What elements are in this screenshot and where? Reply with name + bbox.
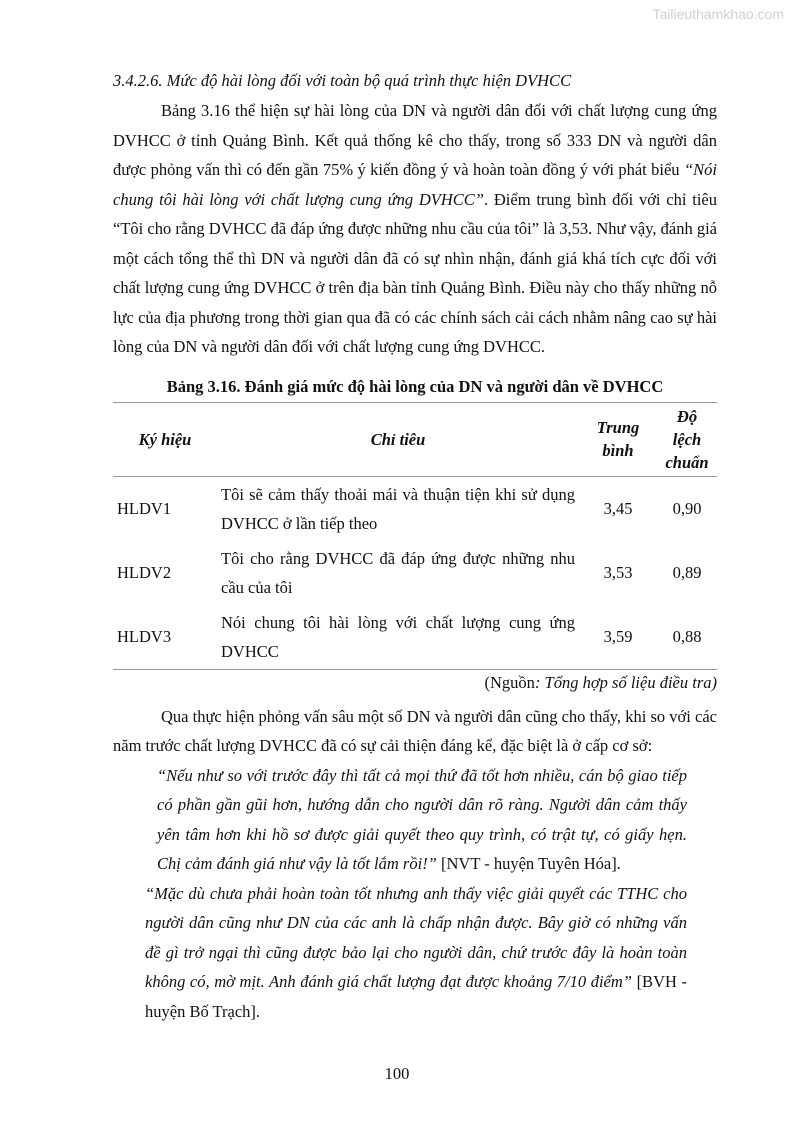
quote-1-text: “Nếu như so với trước đây thì tất cả mọi thứ đã tốt hơn nhiều, cán bộ giao tiếp có phần gần gũi hơn, hướng dẫn cho người dân rõ ràng. Người dân cảm thấy yên tâm hơn khi hồ sơ được giải quyết theo quy trình, có trật tự, có giấy hẹn. Chị cảm đánh giá như vậy là tốt lắm rồi!” [157,765,687,873]
satisfaction-table [113,402,717,670]
table-row [113,541,717,605]
header-mean: Trung bình [579,402,657,476]
source-prefix: (Nguồn [484,672,535,692]
row-code: HLDV1 [117,499,172,518]
row-criterion [217,605,579,670]
quote-2-attribution: [BVH - huyện Bố Trạch]. [145,972,687,1021]
row-sd: 0,89 [672,563,702,582]
intro-paragraph [113,96,717,362]
interview-paragraph: Qua thực hiện phỏng vấn sâu một số DN và người dân cũng cho thấy, khi so với các năm trước chất lượng DVHCC đã có sự cải thiện đáng kể, đặc biệt là ở cấp cơ sở: [113,706,717,755]
row-criterion [217,541,579,605]
row-criterion-text: Tôi cho rằng DVHCC đã đáp ứng được những nhu cầu của tôi [221,548,575,597]
intro-text-2: . Điểm trung bình đối với chỉ tiêu “Tôi cho rằng DVHCC đã đáp ứng được những nhu cầu của tôi” là 3,53. Như vậy, đánh giá một cách tổng thể thì DN và người dân đã có sự nhìn nhận, đánh giá khá tích cực đối với chất lượng cung ứng DVHCC ở trên địa bàn tỉnh Quảng Bình. Điều này cho thấy những nỗ lực của địa phương trong thời gian qua đã có các chính sách cải cách nhằm nâng cao sự hài lòng của DN và người dân đối với chất lượng cung ứng DVHCC. [113,189,717,356]
header-sd: Độ lệch chuẩn [657,402,717,476]
row-mean: 3,53 [603,563,633,582]
row-code: HLDV3 [113,605,217,670]
table-row [113,476,717,541]
quote-2 [113,879,717,1027]
quote-1-attribution: [NVT - huyện Tuyên Hóa]. [436,854,621,873]
intro-italic-quote: “Nói chung tôi hài lòng với chất lượng cung ứng DVHCC” [113,160,717,209]
header-code: Ký hiệu [113,402,217,476]
section-heading: 3.4.2.6. Mức độ hài lòng đối với toàn bộ quá trình thực hiện DVHCC [113,71,572,90]
row-criterion-text: Tôi sẽ cảm thấy thoải mái và thuận tiện khi sử dụng DVHCC ở lần tiếp theo [221,484,575,533]
watermark: Tailieuthamkhao.com [652,6,784,22]
table-header-row [113,402,717,476]
intro-text-1: Bảng 3.16 thể hiện sự hài lòng của DN và người dân đối với chất lượng cung ứng DVHCC ở tỉnh Quảng Bình. Kết quả thống kê cho thấy, trong số 333 DN và người dân được phỏng vấn thì có đến gần 75% ý kiến đồng ý và hoàn toàn đồng ý với phát biểu [113,101,717,179]
quote-2-text: “Mặc dù chưa phải hoàn toàn tốt nhưng anh thấy việc giải quyết các TTHC cho người dân cũng như DN của các anh là chấp nhận được. Bây giờ có những vấn đề gì trở ngại thì cũng được bảo lại cho người dân, chứ trước đây là hoàn toàn không có, mờ mịt. Anh đánh giá chất lượng đạt được khoảng 7/10 điểm” [145,883,687,991]
page-content [113,70,717,1026]
table-source [113,670,717,696]
source-text: : Tổng hợp số liệu điều tra) [534,672,717,692]
row-mean: 3,45 [603,499,633,518]
page-number: 100 [384,1064,410,1083]
row-criterion-text: Nói chung tôi hài lòng với chất lượng cung ứng DVHCC [221,612,575,661]
table-title: Bảng 3.16. Đánh giá mức độ hài lòng của DN và người dân về DVHCC [166,376,664,396]
row-code: HLDV2 [117,563,172,582]
row-mean: 3,59 [579,605,657,670]
row-sd: 0,88 [657,605,717,670]
header-criterion: Chỉ tiêu [217,402,579,476]
quote-1 [113,761,717,879]
row-criterion [217,476,579,541]
row-sd: 0,90 [672,499,702,518]
table-row [113,605,717,670]
